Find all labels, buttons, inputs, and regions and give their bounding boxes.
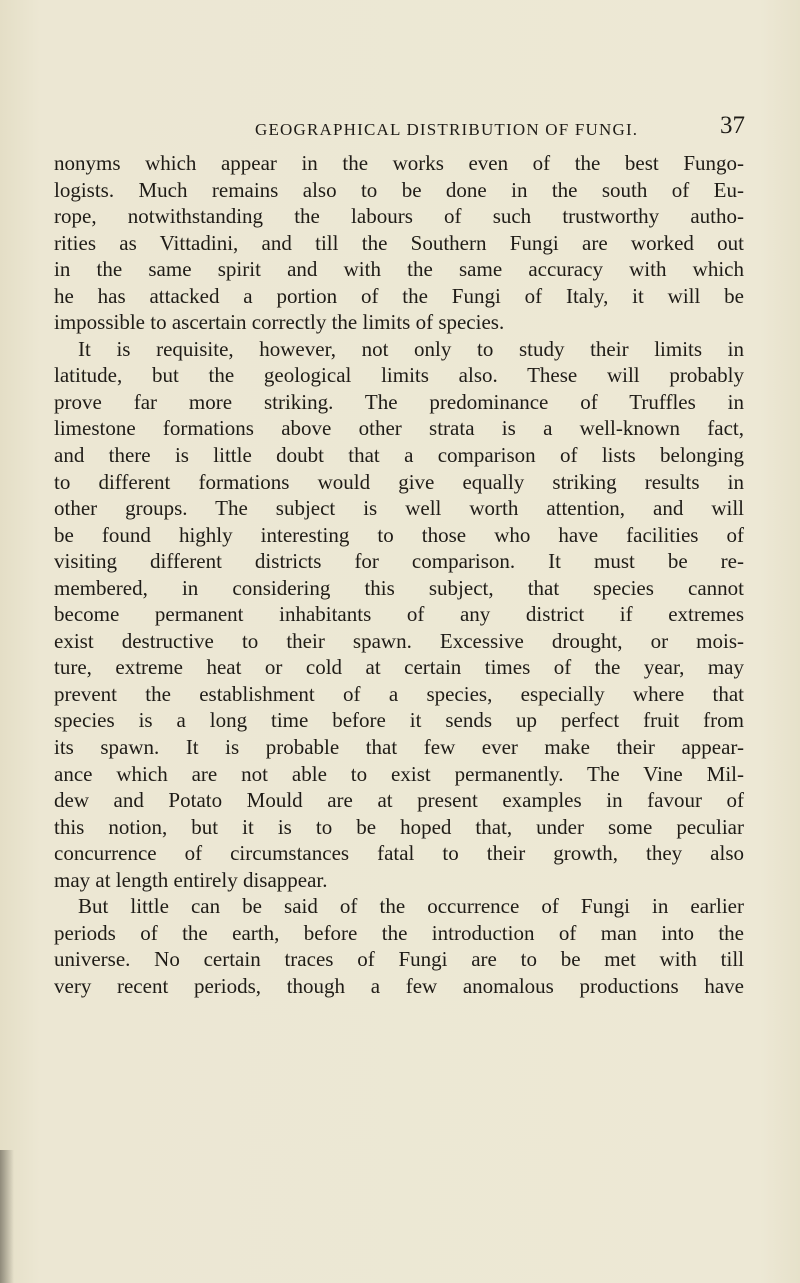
text-line: But little can be said of the occurrence of Fungi in earlier [78,894,744,919]
text-line: nonyms which appear in the works even of the best Fungo- [54,151,744,175]
text-line: prove far more striking. The predominance of Truffles in [54,389,744,414]
text-line: species is a long time before it sends up perfect fruit from [54,708,744,733]
text-line: rities as Vittadini, and till the Southern Fungi are worked out [54,230,744,255]
body-text [54,150,744,1000]
text-line: may at length entirely disappear. [54,867,328,892]
text-line: and there is little doubt that a comparison of lists belonging [54,443,744,468]
text-line: to different formations would give equally striking results in [54,469,744,494]
text-line: universe. No certain traces of Fungi are to be met with till [54,947,744,972]
text-line: dew and Potato Mould are at present examples in favour of [54,788,744,813]
text-line: ture, extreme heat or cold at certain times of the year, may [54,655,744,680]
text-line: rope, notwithstanding the labours of such trustworthy autho- [54,204,744,229]
text-line: be found highly interesting to those who have facilities of [54,522,744,547]
text-line: ance which are not able to exist permanently. The Vine Mil- [54,761,744,786]
text-line: exist destructive to their spawn. Excessive drought, or mois- [54,628,744,653]
text-line: this notion, but it is to be hoped that, under some peculiar [54,814,744,839]
text-line: logists. Much remains also to be done in the south of Eu- [54,177,744,202]
text-line: periods of the earth, before the introduction of man into the [54,920,744,945]
text-line: he has attacked a portion of the Fungi of Italy, it will be [54,283,744,308]
text-line: It is requisite, however, not only to study their limits in [78,336,744,361]
running-head [0,112,800,142]
text-line: latitude, but the geological limits also. These will probably [54,363,744,388]
text-line: prevent the establishment of a species, especially where that [54,681,744,706]
text-line: other groups. The subject is well worth attention, and will [54,496,744,521]
running-title: GEOGRAPHICAL DISTRIBUTION OF FUNGI. [255,120,639,139]
text-line: very recent periods, though a few anomalous productions have [54,973,744,998]
page-number: 37 [720,112,745,139]
text-line: visiting different districts for comparison. It must be re- [54,549,744,574]
text-line: impossible to ascertain correctly the limits of species. [54,310,505,335]
text-line: become permanent inhabitants of any district if extremes [54,602,744,627]
text-line: concurrence of circumstances fatal to their growth, they also [54,841,744,866]
text-line: its spawn. It is probable that few ever make their appear- [54,735,744,760]
page-gutter-shadow [0,1150,14,1283]
text-line: membered, in considering this subject, that species cannot [54,575,744,600]
text-line: in the same spirit and with the same accuracy with which [54,257,744,282]
text-line: limestone formations above other strata is a well-known fact, [54,416,744,441]
